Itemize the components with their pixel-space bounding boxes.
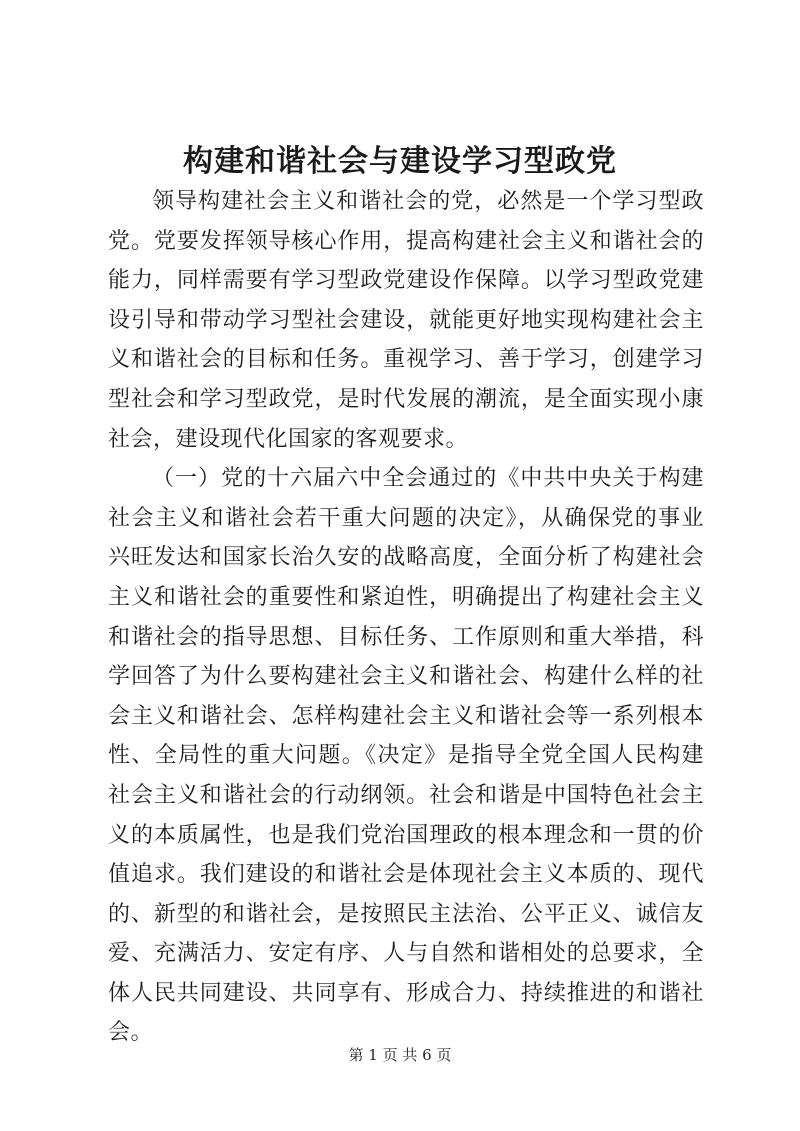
document-body (108, 182, 704, 1053)
document-title: 构建和谐社会与建设学习型政党 (183, 144, 617, 179)
paragraph-intro: 领导构建社会主义和谐社会的党，必然是一个学习型政党。党要发挥领导核心作用，提高构建社会主义和谐社会的能力，同样需要有学习型政党建设作保障。以学习型政党建设引导和带动学习型社会建设，就能更好地实现构建社会主义和谐社会的目标和任务。重视学习、善于学习，创建学习型社会和学习型政党，是时代发展的潮流，是全面实现小康社会，建设现代化国家的客观要求。 (108, 189, 704, 452)
page-footer: 第 1 页 共 6 页 (348, 1046, 452, 1064)
paragraph-section-1: （一）党的十六届六中全会通过的《中共中央关于构建社会主义和谐社会若干重大问题的决定》，从确保党的事业兴旺发达和国家长治久安的战略高度，全面分析了构建社会主义和谐社会的重要性和紧迫性，明确提出了构建社会主义和谐社会的指导思想、目标任务、工作原则和重大举措，科学回答了为什么要构建社会主义和谐社会、构建什么样的社会主义和谐社会、怎样构建社会主义和谐社会等一系列根本性、全局性的重大问题。《决定》是指导全党全国人民构建社会主义和谐社会的行动纲领。社会和谐是中国特色社会主义的本质属性，也是我们党治国理政的根本理念和一贯的价值追求。我们建设的和谐社会是体现社会主义本质的、现代的、新型的和谐社会，是按照民主法治、公平正义、诚信友爱、充满活力、安定有序、人与自然和谐相处的总要求，全体人民共同建设、共同享有、形成合力、持续推进的和谐社会。 (108, 466, 704, 1046)
